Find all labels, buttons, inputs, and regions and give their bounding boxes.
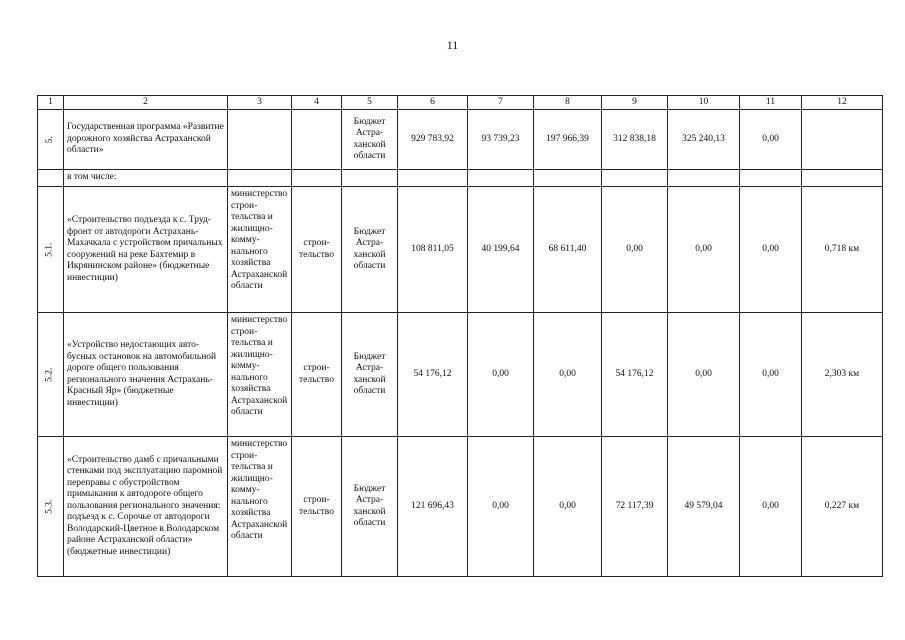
value-col-8: 197 966,39 [534,110,602,170]
empty-cell [228,170,292,187]
col-header-7: 7 [468,96,534,110]
value-col-11: 0,00 [740,313,802,437]
project-name: «Устройство недостающих автобусных остановок на автомобильной дороге общего пользования регионального значения Астрахань-Красный Яр» (бюджетные инвестиции) [64,313,228,437]
empty-cell [534,170,602,187]
subheading-row [38,170,883,187]
value-col-10: 49 579,04 [668,437,740,577]
responsible-org: министерство строительства и жилищно-коммунального хозяйства Астраханской области [228,187,292,313]
program-name: Государственная программа «Развитие дорожного хозяйства Астраханской области» [64,110,228,170]
funding-source: Бюджет Астра-ханской области [342,110,398,170]
value-col-7: 93 739,23 [468,110,534,170]
value-col-7: 0,00 [468,437,534,577]
value-col-9: 312 838,18 [602,110,668,170]
value-col-9: 72 117,39 [602,437,668,577]
header-row [38,96,883,110]
col-header-12: 12 [802,96,883,110]
col-header-11: 11 [740,96,802,110]
row-number: 5.1. [38,187,64,313]
empty-cell [292,170,342,187]
work-type: строительство [292,187,342,313]
table-row [38,313,883,437]
work-type: строительство [292,313,342,437]
col-header-2: 2 [64,96,228,110]
empty-cell [38,170,64,187]
value-col-9: 54 176,12 [602,313,668,437]
value-col-11: 0,00 [740,110,802,170]
value-col-8: 0,00 [534,437,602,577]
value-col-6: 108 811,05 [398,187,468,313]
page-number: 11 [446,38,459,52]
value-col-9: 0,00 [602,187,668,313]
project-name: «Строительство дамб с причальными стенками под эксплуатацию паромной переправы с обустройством примыкания к автодороге общего пользования регионального значения: подъезд к с. Сорочье от автодороги Володарский-Цветное в Володарском районе Астраханской области» (бюджетные инвестиции) [64,437,228,577]
work-type: строительство [292,437,342,577]
table-row [38,187,883,313]
empty-cell [668,170,740,187]
col-header-3: 3 [228,96,292,110]
row-number: 5.2. [38,313,64,437]
col-header-1: 1 [38,96,64,110]
empty-cell [740,170,802,187]
empty-cell [342,170,398,187]
program-kind [292,110,342,170]
responsible-org: министерство строительства и жилищно-коммунального хозяйства Астраханской области [228,313,292,437]
responsible-org: министерство строительства и жилищно-коммунального хозяйства Астраханской области [228,437,292,577]
value-col-10: 0,00 [668,313,740,437]
funding-source: Бюджет Астра-ханской области [342,313,398,437]
value-col-10: 0,00 [668,187,740,313]
empty-cell [468,170,534,187]
value-col-8: 0,00 [534,313,602,437]
value-col-10: 325 240,13 [668,110,740,170]
value-col-7: 40 199,64 [468,187,534,313]
funding-source: Бюджет Астра-ханской области [342,437,398,577]
empty-cell [602,170,668,187]
col-header-6: 6 [398,96,468,110]
table-row [38,437,883,577]
value-col-6: 121 696,43 [398,437,468,577]
col-header-4: 4 [292,96,342,110]
col-header-9: 9 [602,96,668,110]
program-org [228,110,292,170]
value-col-12: 0,718 км [802,187,883,313]
value-col-6: 54 176,12 [398,313,468,437]
empty-cell [802,170,883,187]
subheading-label: в том числе: [64,170,228,187]
value-col-7: 0,00 [468,313,534,437]
project-name: «Строительство подъезда к с. Трудфронт от автодороги Астрахань-Махачкала с устройством причальных сооружений на реке Бахтемир в Икрянинском районе» (бюджетные инвестиции) [64,187,228,313]
budget-table [37,95,883,577]
value-col-12: 2,303 км [802,313,883,437]
value-col-6: 929 783,92 [398,110,468,170]
value-col-12: 0,227 км [802,437,883,577]
row-number: 5.3. [38,437,64,577]
funding-source: Бюджет Астра-ханской области [342,187,398,313]
value-col-8: 68 611,40 [534,187,602,313]
col-header-8: 8 [534,96,602,110]
col-header-10: 10 [668,96,740,110]
value-col-12 [802,110,883,170]
empty-cell [398,170,468,187]
value-col-11: 0,00 [740,187,802,313]
row-number: 5. [38,110,64,170]
value-col-11: 0,00 [740,437,802,577]
col-header-5: 5 [342,96,398,110]
program-row [38,110,883,170]
